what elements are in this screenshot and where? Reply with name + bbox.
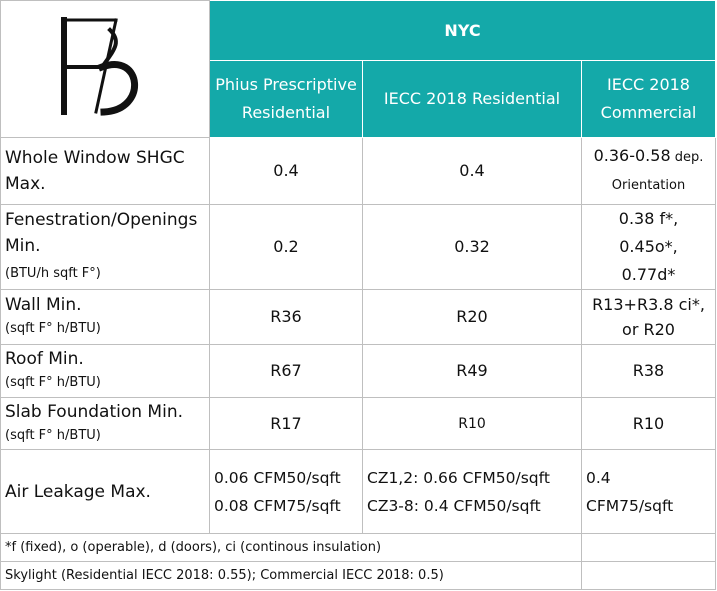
cell-line: CFM75/sqft <box>586 496 674 515</box>
cell-phius: 0.4 <box>210 138 363 205</box>
row-unit: (sqft F° h/BTU) <box>5 375 101 390</box>
row-label <box>1 138 210 205</box>
cell-line: 0.4 <box>586 468 611 487</box>
empty-cell <box>582 534 716 562</box>
row-label-text: Whole Window SHGC Max. <box>5 148 185 194</box>
empty-cell <box>582 562 716 590</box>
row-label-text: Roof Min. <box>5 349 84 369</box>
cell-iecc-residential: R10 <box>363 398 582 450</box>
shgc-commercial-range: 0.36-0.58 <box>593 146 671 165</box>
row-unit: (BTU/h sqft F°) <box>5 266 101 281</box>
logo-cell <box>1 1 210 138</box>
row-label-text: Slab Foundation Min. <box>5 401 183 422</box>
row-label <box>1 345 210 398</box>
footnote-abbreviations: *f (fixed), o (operable), d (doors), ci (continous insulation) <box>1 534 582 562</box>
region-header: NYC <box>210 1 716 61</box>
shgc-commercial-note: dep. Orientation <box>611 150 704 193</box>
cell-iecc-commercial <box>582 138 716 205</box>
cell-iecc-residential: R20 <box>363 290 582 345</box>
cell-phius: R67 <box>210 345 363 398</box>
cell-line: 0.08 CFM75/sqft <box>214 496 341 515</box>
row-unit: (sqft F° h/BTU) <box>5 427 101 443</box>
footnote-skylight: Skylight (Residential IECC 2018: 0.55); Commercial IECC 2018: 0.5) <box>1 562 582 590</box>
row-label-text: Fenestration/Openings Min. <box>5 210 198 256</box>
row-label-text: Air Leakage Max. <box>5 481 151 502</box>
cell-line: or R20 <box>622 320 675 339</box>
row-label <box>1 450 210 534</box>
cell-iecc-residential: 0.4 <box>363 138 582 205</box>
column-header-iecc-residential: IECC 2018 Residential <box>363 61 582 138</box>
cell-iecc-commercial: R38 <box>582 345 716 398</box>
table-row <box>1 290 716 345</box>
row-label <box>1 290 210 345</box>
table-row <box>1 345 716 398</box>
cell-line: 0.38 f*, <box>618 209 679 228</box>
cell-line: 0.45o*, <box>619 237 678 256</box>
row-label <box>1 398 210 450</box>
column-header-phius: Phius Prescriptive Residential <box>210 61 363 138</box>
cell-iecc-commercial: R10 <box>582 398 716 450</box>
column-header-iecc-commercial: IECC 2018 Commercial <box>582 61 716 138</box>
cell-iecc-commercial <box>582 205 716 290</box>
table-row <box>1 138 716 205</box>
cell-iecc-commercial <box>582 290 716 345</box>
row-label <box>1 205 210 290</box>
cell-phius: R17 <box>210 398 363 450</box>
table-row <box>1 450 716 534</box>
hb-logo-icon <box>50 12 160 122</box>
cell-iecc-commercial <box>582 450 716 534</box>
table-row <box>1 205 716 290</box>
cell-phius <box>210 450 363 534</box>
cell-iecc-residential: 0.32 <box>363 205 582 290</box>
cell-line: CZ3-8: 0.4 CFM50/sqft <box>367 496 541 515</box>
table-row <box>1 398 716 450</box>
cell-iecc-residential <box>363 450 582 534</box>
row-label-text: Wall Min. <box>5 295 82 315</box>
cell-line: R13+R3.8 ci*, <box>592 295 705 314</box>
row-unit: (sqft F° h/BTU) <box>5 321 101 336</box>
cell-line: 0.06 CFM50/sqft <box>214 468 341 487</box>
cell-line: 0.77d* <box>621 265 676 284</box>
cell-phius: R36 <box>210 290 363 345</box>
cell-line: CZ1,2: 0.66 CFM50/sqft <box>367 468 550 487</box>
cell-iecc-residential: R49 <box>363 345 582 398</box>
cell-phius: 0.2 <box>210 205 363 290</box>
